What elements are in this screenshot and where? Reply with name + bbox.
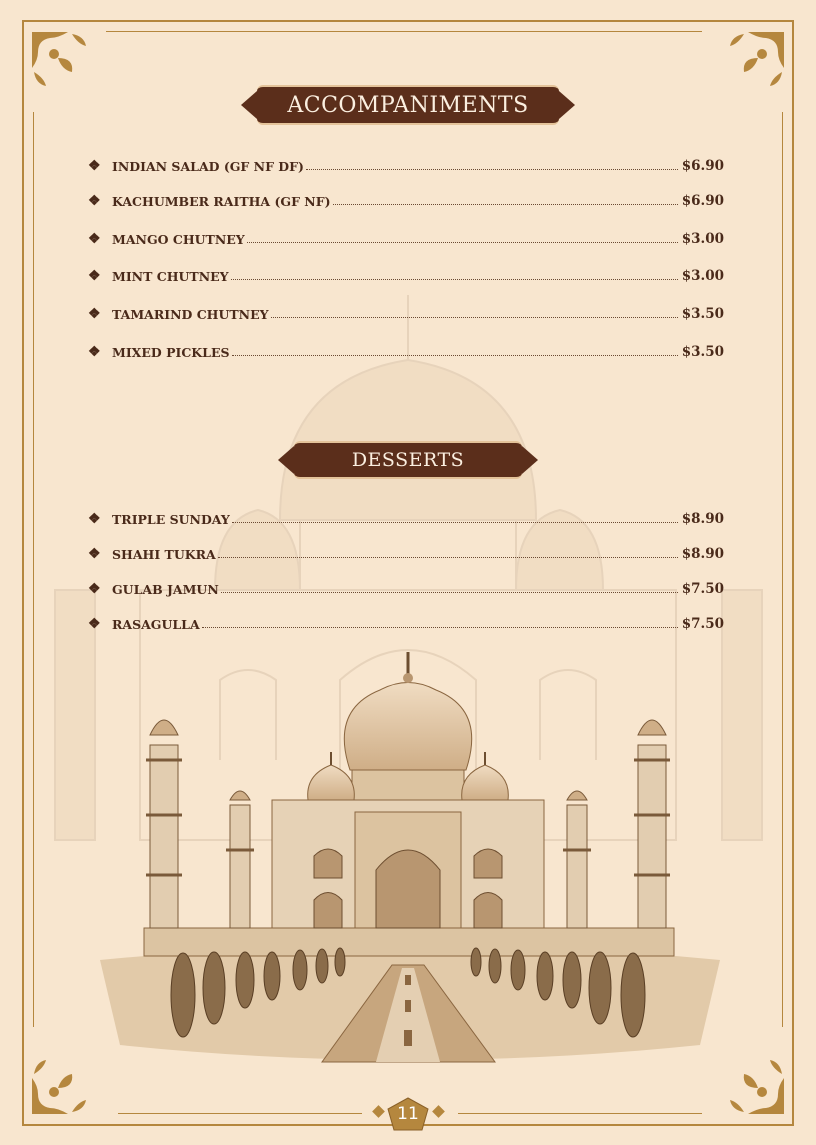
item-price: $3.50 [681,306,724,322]
item-price: $8.90 [681,511,724,527]
page-number-badge [386,1097,430,1131]
item-name: KACHUMBER RAITHA (GF NF) [112,194,331,209]
item-price: $3.00 [681,231,724,247]
item-price: $3.00 [681,268,724,284]
item-name: MINT CHUTNEY [112,269,229,284]
section-title: ACCOMPANIMENTS [257,85,558,125]
footer-rule-right [458,1113,702,1114]
item-price: $7.50 [681,581,724,597]
diamond-bullet-icon: ❖ [88,306,101,322]
item-price: $6.90 [681,158,724,174]
section-title: DESSERTS [294,441,522,479]
item-name: RASAGULLA [112,617,200,632]
footer-rule-left [118,1113,362,1114]
item-name: SHAHI TUKRA [112,547,216,562]
item-name: GULAB JAMUN [112,582,219,597]
diamond-bullet-icon: ❖ [88,344,101,360]
diamond-bullet-icon: ❖ [88,158,101,174]
item-name: INDIAN SALAD (GF NF DF) [112,159,304,174]
diamond-bullet-icon: ❖ [88,511,101,527]
item-price: $3.50 [681,344,724,360]
diamond-bullet-icon: ❖ [88,616,101,632]
diamond-bullet-icon: ❖ [88,268,101,284]
diamond-bullet-icon: ❖ [88,193,101,209]
item-price: $8.90 [681,546,724,562]
page-number: 11 [397,1104,419,1124]
item-price: $6.90 [681,193,724,209]
diamond-bullet-icon: ❖ [88,231,101,247]
diamond-bullet-icon: ❖ [88,546,101,562]
item-price: $7.50 [681,616,724,632]
item-name: MANGO CHUTNEY [112,232,245,247]
item-name: TAMARIND CHUTNEY [112,307,269,322]
item-name: TRIPLE SUNDAY [112,512,230,527]
diamond-bullet-icon: ❖ [88,581,101,597]
item-name: MIXED PICKLES [112,345,230,360]
